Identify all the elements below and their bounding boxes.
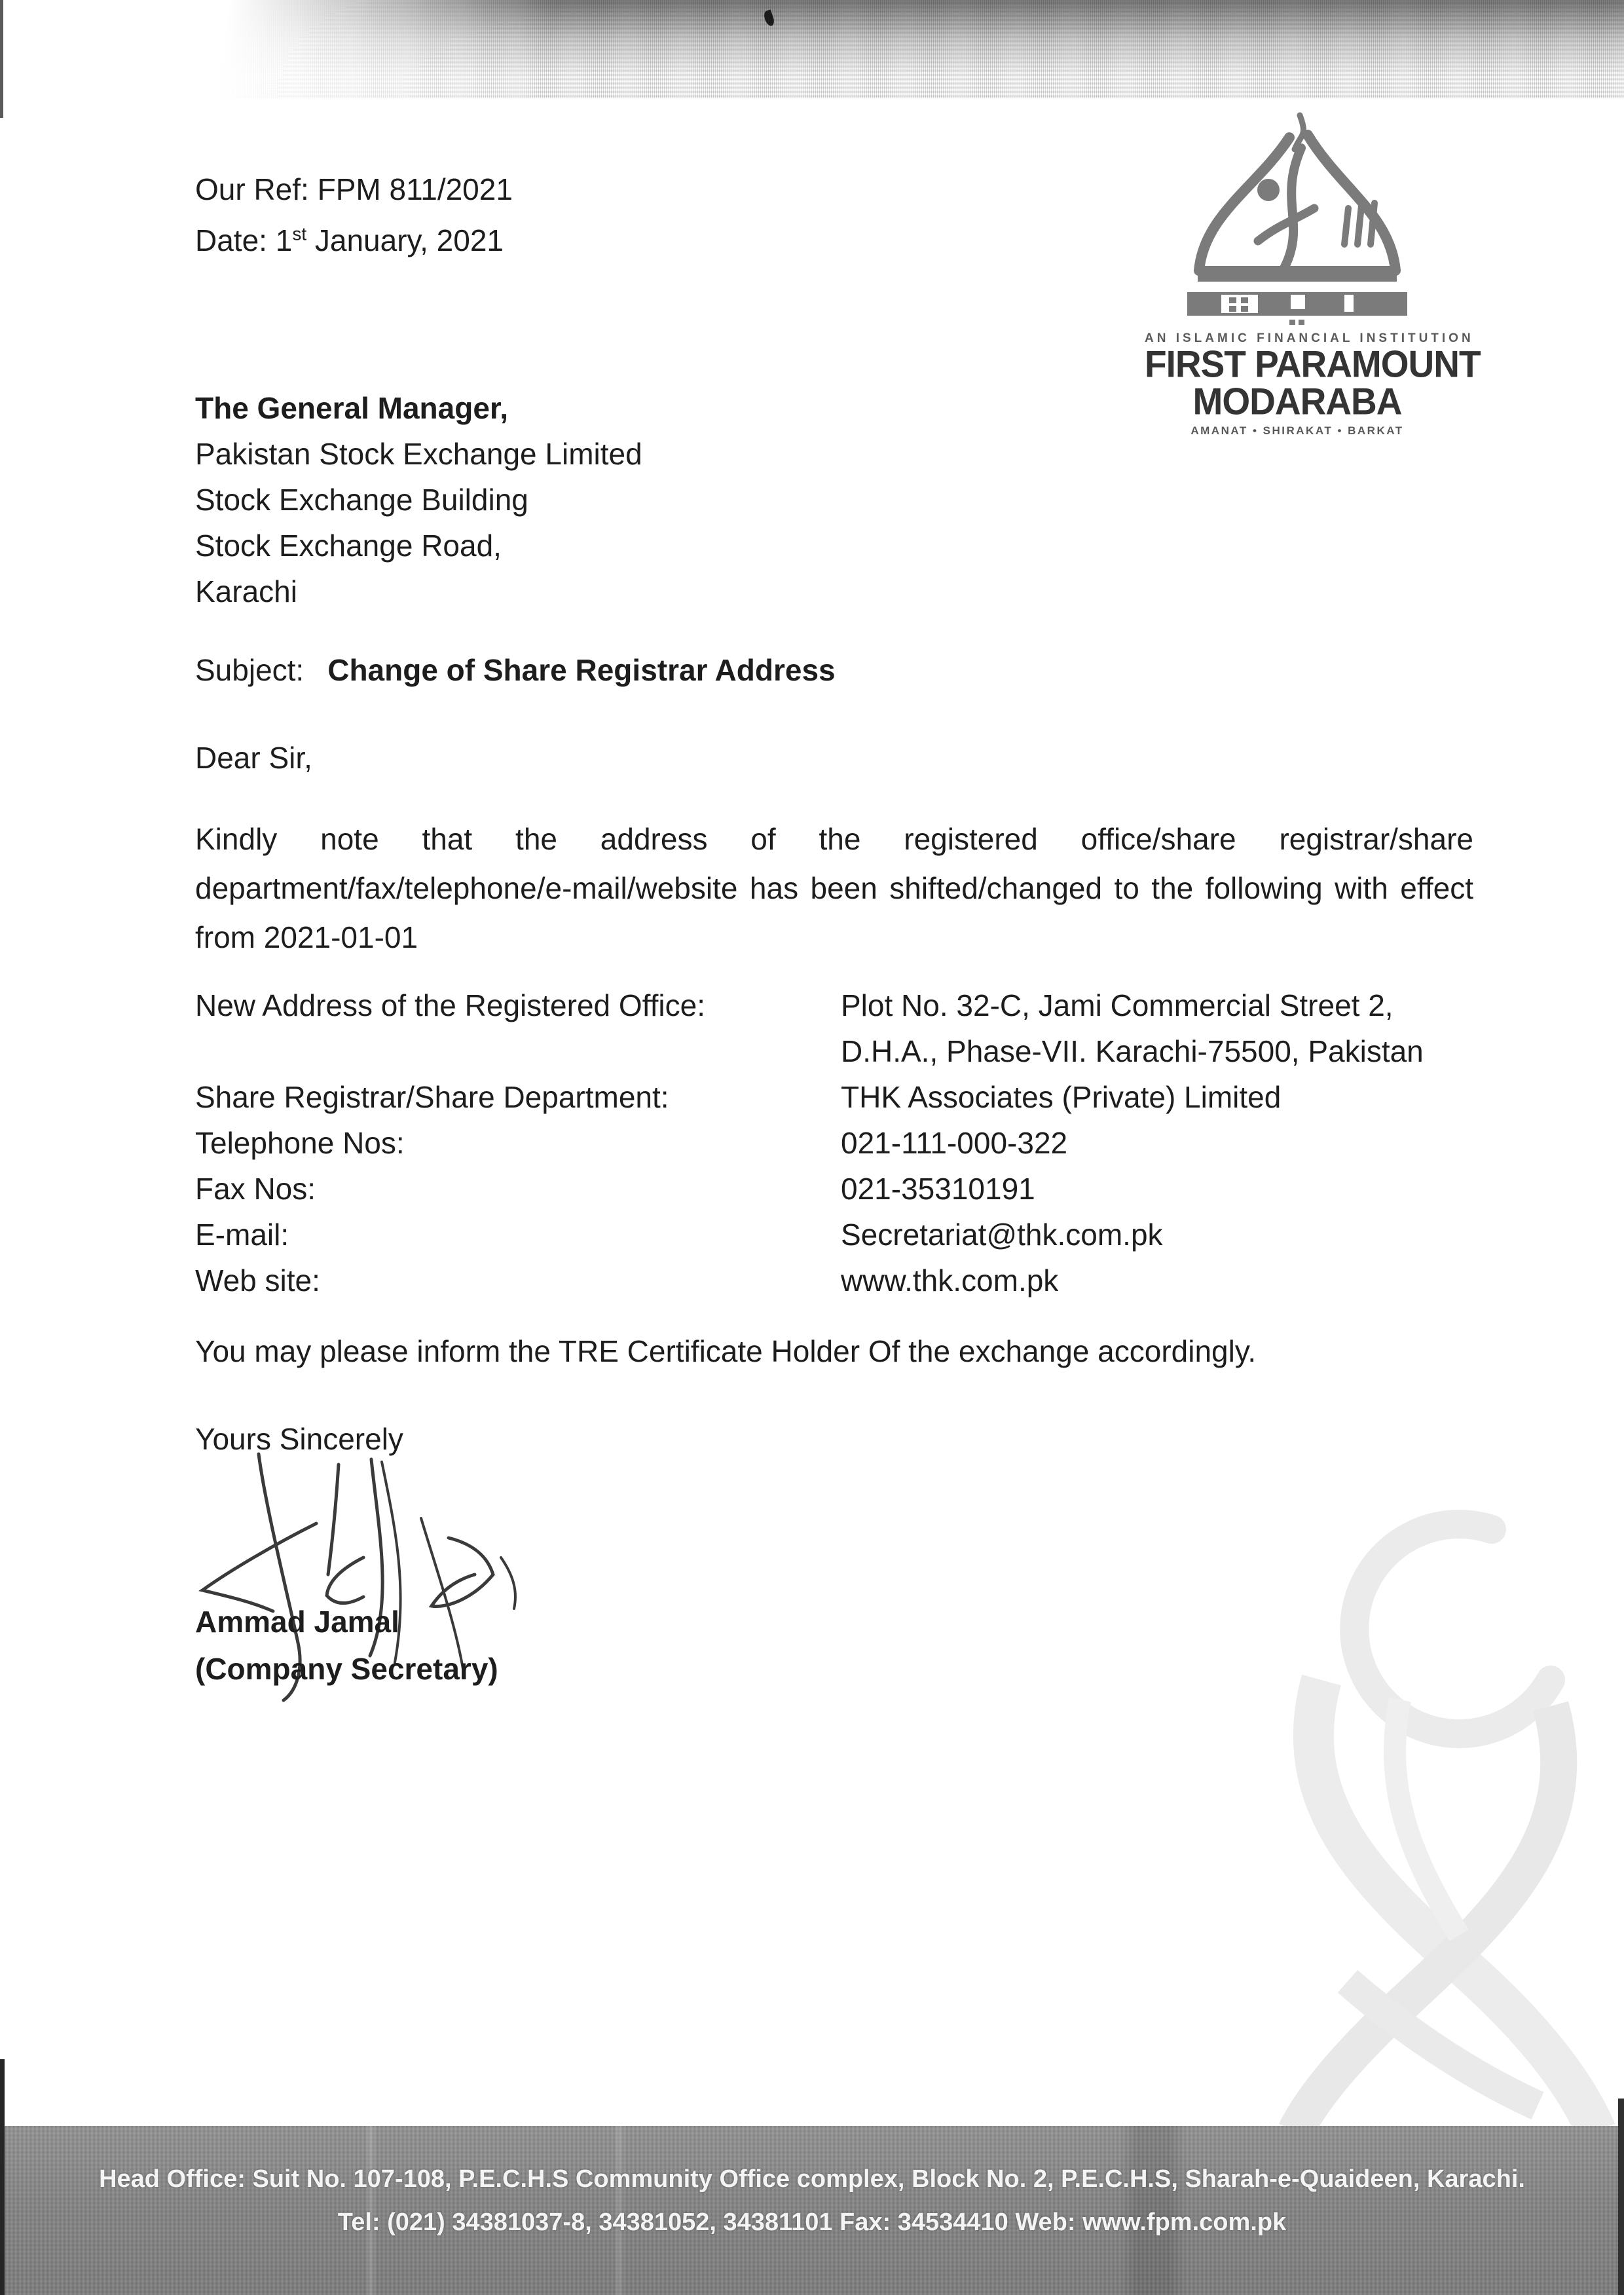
footer bbox=[0, 2126, 1624, 2295]
reference-block bbox=[195, 164, 513, 266]
detail-value: www.thk.com.pk bbox=[841, 1263, 1059, 1297]
closing-note: You may please inform the TRE Certificate Holder Of the exchange accordingly. bbox=[195, 1334, 1257, 1368]
detail-value: Secretariat@thk.com.pk bbox=[841, 1218, 1163, 1252]
subject-label: Subject: bbox=[195, 653, 304, 687]
mosque-dome-calligraphy-icon bbox=[1179, 110, 1415, 326]
detail-row bbox=[195, 1258, 1424, 1303]
subject-text: Change of Share Registrar Address bbox=[327, 653, 836, 687]
signatory-name: Ammad Jamal bbox=[195, 1605, 399, 1639]
detail-value: 021-35310191 bbox=[841, 1172, 1035, 1206]
details-table bbox=[195, 982, 1424, 1303]
scan-edge-artifact bbox=[0, 0, 3, 118]
signatory-block bbox=[195, 1598, 498, 1692]
footer-line2: Tel: (021) 34381037-8, 34381052, 34381101 Fax: 34534410 Web: www.fpm.com.pk bbox=[337, 2209, 1287, 2236]
signatory-title: (Company Secretary) bbox=[195, 1652, 498, 1686]
recipient-line: Karachi bbox=[195, 574, 297, 608]
date-ordinal-superscript: st bbox=[292, 223, 307, 244]
scan-edge-artifact bbox=[0, 2059, 5, 2295]
detail-label: Web site: bbox=[195, 1263, 320, 1297]
detail-row bbox=[195, 982, 1424, 1074]
body-paragraph: Kindly note that the address of the registered office/share registrar/share department/fax/telephone/e-mail/website has been shifted/changed to the following with effect from 2021-01-01 bbox=[195, 822, 1473, 954]
detail-value: 021-111-000-322 bbox=[841, 1126, 1068, 1160]
recipient-line: Pakistan Stock Exchange Limited bbox=[195, 437, 642, 471]
company-letterhead bbox=[1145, 110, 1481, 438]
salutation: Dear Sir, bbox=[195, 741, 312, 775]
detail-label: E-mail: bbox=[195, 1218, 289, 1252]
company-name-line1: FIRST PARAMOUNT bbox=[1145, 343, 1481, 386]
sign-off: Yours Sincerely bbox=[195, 1422, 403, 1456]
scan-edge-artifact bbox=[1618, 2099, 1624, 2295]
reference-line: Our Ref: FPM 811/2021 bbox=[195, 172, 513, 206]
detail-label: Telephone Nos: bbox=[195, 1126, 405, 1160]
detail-value: THK Associates (Private) Limited bbox=[841, 1080, 1282, 1114]
subject-line bbox=[195, 652, 836, 688]
detail-row bbox=[195, 1212, 1424, 1258]
footer-line1: Head Office: Suit No. 107-108, P.E.C.H.S Community Office complex, Block No. 2, P.E.C.H.S, Sharah-e-Quaideen, Karachi. bbox=[99, 2165, 1525, 2193]
detail-row bbox=[195, 1166, 1424, 1212]
company-name-line2: MODARABA bbox=[1192, 380, 1402, 423]
logo-tagline-bottom: AMANAT • SHIRAKAT • BARKAT bbox=[1190, 424, 1404, 437]
detail-value: Plot No. 32-C, Jami Commercial Street 2, D.H.A., Phase-VII. Karachi-75500, Pakistan bbox=[841, 988, 1424, 1068]
date-line: Date: 1st January, 2021 bbox=[195, 223, 504, 257]
recipient-address-block bbox=[195, 385, 642, 614]
recipient-line: Stock Exchange Road, bbox=[195, 529, 502, 563]
detail-label: Fax Nos: bbox=[195, 1172, 316, 1206]
footer-text bbox=[0, 2126, 1624, 2244]
detail-label: Share Registrar/Share Department: bbox=[195, 1080, 669, 1114]
detail-row bbox=[195, 1074, 1424, 1120]
detail-label: New Address of the Registered Office: bbox=[195, 988, 705, 1022]
detail-row bbox=[195, 1120, 1424, 1166]
scan-noise-band bbox=[0, 0, 1624, 98]
recipient-line: The General Manager, bbox=[195, 391, 509, 425]
recipient-line: Stock Exchange Building bbox=[195, 483, 528, 517]
logo-tagline-top: AN ISLAMIC FINANCIAL INSTITUTION bbox=[1145, 331, 1474, 345]
watermark-ribbon-icon bbox=[1184, 1483, 1616, 2132]
